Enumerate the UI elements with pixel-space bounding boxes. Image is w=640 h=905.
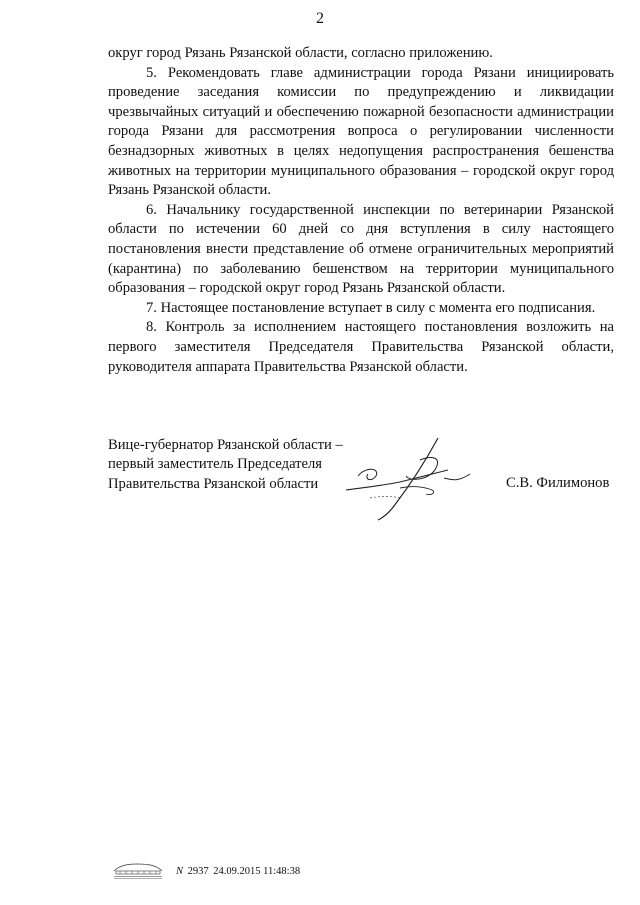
- paragraph-7: 7. Настоящее постановление вступает в силу с момента его подписания.: [146, 299, 596, 316]
- registration-datetime: 24.09.2015 11:48:38: [213, 865, 301, 877]
- registration-code: [176, 866, 302, 877]
- paragraph-5: 5. Рекомендовать главе администрации города Рязани инициировать проведение заседания комиссии по предупреждению и ликвидации чрезвычайных ситуаций и обеспечению пожарной безопасности администрации города Рязани для рассмотрения вопроса о регулировании численности безнадзорных животных в целях недопущения распространения бешенства животных на территории муниципального образования – городской округ город Рязань Рязанской области.: [108, 64, 614, 199]
- signatory-name: С.В. Филимонов: [506, 475, 610, 491]
- government-stamp-logo-icon: [106, 862, 170, 880]
- paragraph-8: 8. Контроль за исполнением настоящего постановления возложить на первого заместителя Председателя Правительства Рязанской области, руководителя аппарата Правительства Рязанской области.: [108, 319, 614, 375]
- handwritten-signature-icon: [340, 430, 480, 522]
- paragraph-continuation: округ город Рязань Рязанской области, согласно приложению.: [108, 45, 493, 61]
- document-body: [108, 44, 614, 377]
- signatory-title: [108, 436, 343, 494]
- signatory-title-line-3: Правительства Рязанской области: [108, 475, 319, 492]
- registration-footer: [106, 860, 302, 882]
- registration-prefix: N: [176, 865, 184, 877]
- signatory-title-line-1: Вице-губернатор Рязанской области –: [108, 437, 343, 453]
- paragraph-6: 6. Начальнику государственной инспекции по ветеринарии Рязанской области по истечении 60 дней со дня вступления в силу настоящего постановления внести представление об отмене ограничительных мероприятий (карантина) по заболеванию бешенством на территории муниципального образования – городской округ город Рязань Рязанской области.: [108, 201, 614, 297]
- page-number: 2: [316, 10, 324, 27]
- signatory-title-line-2: первый заместитель Председателя: [108, 456, 323, 473]
- registration-number: 2937: [187, 865, 209, 877]
